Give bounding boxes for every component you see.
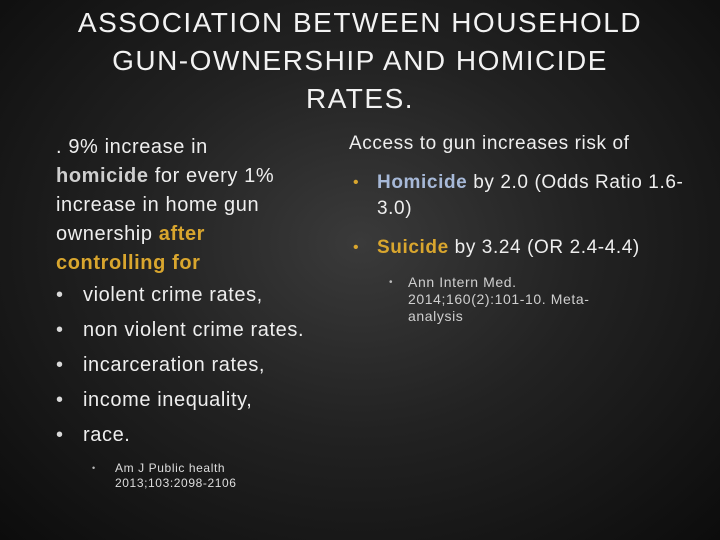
title-line-1: ASSOCIATION BETWEEN HOUSEHOLD (77, 7, 643, 38)
source-line-2: 2013;103:2098-2106 (115, 476, 237, 490)
keyword-homicide: homicide (56, 165, 149, 187)
suicide-risk-text: by 3.24 (OR 2.4-4.4) (448, 237, 640, 258)
intro-text-4: ownership (56, 223, 159, 245)
right-intro: Access to gun increases risk of (349, 133, 630, 154)
intro-text-1: . 9% increase in (56, 136, 208, 158)
list-item-homicide-risk (349, 170, 689, 222)
keyword-controlling-for: controlling for (56, 252, 201, 274)
list-item: • non violent crime rates. (56, 313, 356, 348)
risk-list (349, 170, 689, 261)
homicide-risk-text: by 2.0 (Odds Ratio 1.6-3.0) (377, 172, 684, 219)
list-item: • violent crime rates, (56, 278, 356, 313)
control-variables-list (56, 278, 356, 453)
keyword-after: after (158, 223, 206, 245)
right-source-citation (389, 274, 689, 325)
left-source-citation (56, 461, 356, 491)
right-column (349, 131, 689, 325)
left-column (56, 133, 356, 491)
title-line-2: GUN-OWNERSHIP AND HOMICIDE (112, 45, 608, 76)
intro-text-3: increase in home gun (56, 194, 260, 216)
source-line-3: analysis (408, 308, 464, 324)
title-line-3: RATES. (305, 83, 415, 114)
bullet-icon: • (92, 463, 96, 473)
list-item: • incarceration rates, (56, 348, 356, 383)
source-line-2: 2014;160(2):101-10. Meta- (408, 291, 590, 307)
source-line-1: Ann Intern Med. (408, 274, 517, 290)
intro-text-2: for every 1% (148, 165, 275, 187)
bullet-icon: • (389, 277, 394, 288)
keyword-homicide-risk: Homicide (377, 172, 468, 193)
slide-title (40, 4, 680, 118)
list-item: • income inequality, (56, 383, 356, 418)
list-item: • race. (56, 418, 356, 453)
keyword-suicide-risk: Suicide (377, 237, 449, 258)
list-item-suicide-risk (349, 235, 689, 261)
source-line-1: Am J Public health (115, 461, 226, 475)
left-intro (56, 133, 356, 278)
